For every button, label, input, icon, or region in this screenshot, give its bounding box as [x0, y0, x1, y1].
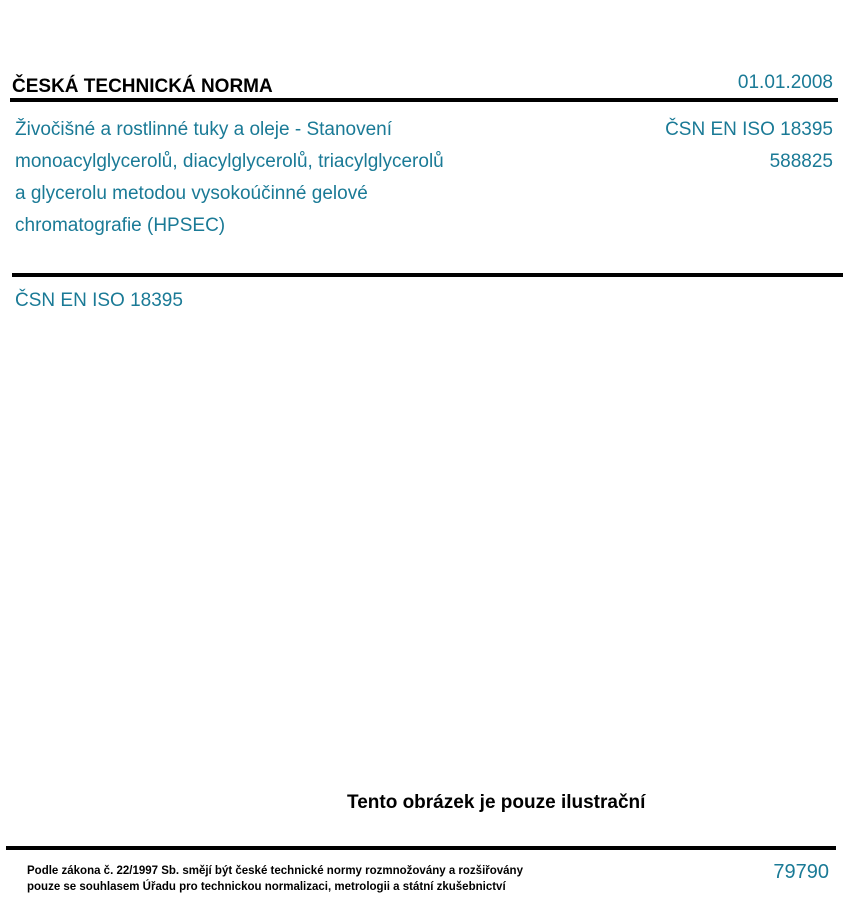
- standard-title: [15, 114, 535, 242]
- divider-top: [10, 98, 838, 102]
- legal-notice-line: pouze se souhlasem Úřadu pro technickou normalizaci, metrologii a státní zkušebnictví: [27, 881, 506, 893]
- standard-title-line: monoacylglycerolů, diacylglycerolů, triacylglycerolů: [15, 151, 444, 172]
- divider-middle: [12, 273, 843, 277]
- standard-title-line: a glycerolu metodou vysokoúčinné gelové: [15, 183, 368, 204]
- catalog-number: 79790: [773, 861, 829, 883]
- standard-code: ČSN EN ISO 18395: [665, 119, 833, 140]
- class-number: 588825: [769, 151, 833, 172]
- legal-notice-line: Podle zákona č. 22/1997 Sb. smějí být české technické normy rozmnožovány a rozšiřovány: [27, 865, 523, 877]
- illustration-note: Tento obrázek je pouze ilustrační: [347, 792, 646, 813]
- issue-date: 01.01.2008: [737, 72, 833, 93]
- standard-code-secondary: ČSN EN ISO 18395: [15, 290, 183, 311]
- standard-identifiers: [665, 114, 833, 178]
- page-title: ČESKÁ TECHNICKÁ NORMA: [12, 76, 273, 97]
- standard-title-line: Živočišné a rostlinné tuky a oleje - Stanovení: [15, 119, 393, 140]
- legal-notice: [27, 863, 523, 895]
- standard-title-line: chromatografie (HPSEC): [15, 215, 226, 236]
- divider-bottom: [6, 846, 836, 850]
